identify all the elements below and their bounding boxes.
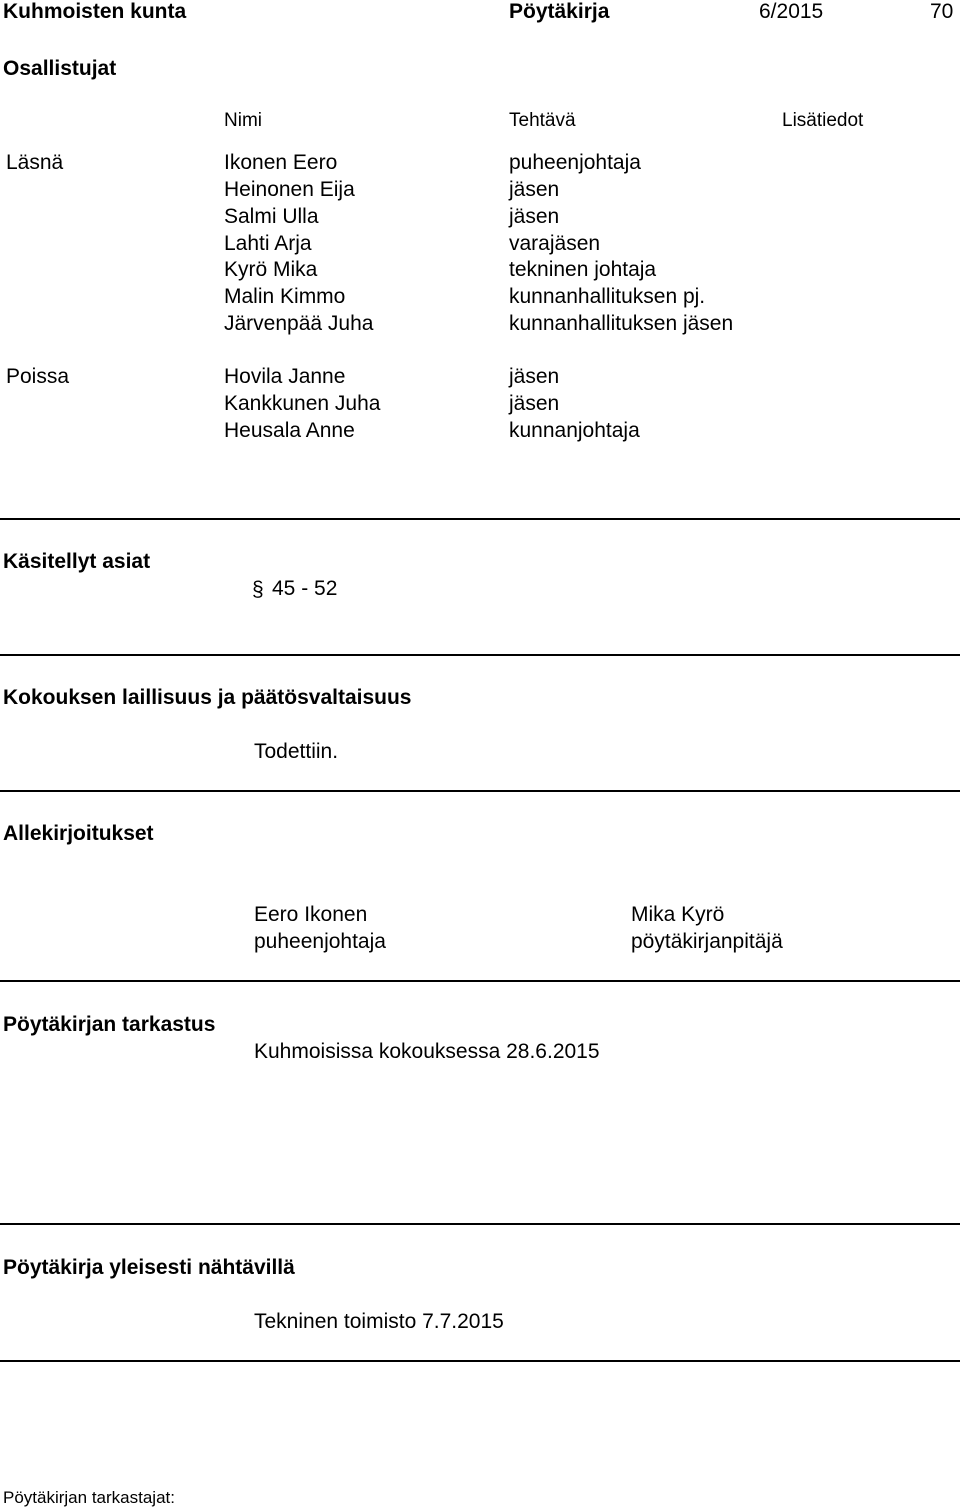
public-title: Pöytäkirja yleisesti nähtävillä	[3, 1256, 295, 1279]
participant-name: Lahti Arja	[224, 232, 312, 255]
document-number: 6/2015	[759, 0, 824, 23]
participant-name: Salmi Ulla	[224, 205, 319, 228]
municipality-name: Kuhmoisten kunta	[3, 0, 187, 23]
participant-role: puheenjohtaja	[509, 151, 641, 174]
participant-name: Järvenpää Juha	[224, 312, 374, 335]
inspectors-label: Pöytäkirjan tarkastajat:	[3, 1488, 175, 1507]
participant-name: Kankkunen Juha	[224, 392, 381, 415]
legality-title: Kokouksen laillisuus ja päätösvaltaisuus	[3, 686, 412, 709]
participants-title: Osallistujat	[3, 57, 117, 80]
participant-role: jäsen	[509, 205, 560, 228]
participant-name: Hovila Janne	[224, 365, 346, 388]
matters-range: 45 - 52	[272, 577, 338, 600]
present-label: Läsnä	[6, 151, 64, 174]
review-text: Kuhmoisissa kokouksessa 28.6.2015	[254, 1040, 600, 1063]
signature-right-role: pöytäkirjanpitäjä	[631, 930, 783, 953]
review-title: Pöytäkirjan tarkastus	[3, 1013, 216, 1036]
participant-name: Heinonen Eija	[224, 178, 355, 201]
participant-name: Kyrö Mika	[224, 258, 318, 281]
signature-right-name: Mika Kyrö	[631, 903, 725, 926]
signatures-title: Allekirjoitukset	[3, 822, 154, 845]
signature-left-role: puheenjohtaja	[254, 930, 386, 953]
document-type: Pöytäkirja	[509, 0, 610, 23]
public-text: Tekninen toimisto 7.7.2015	[254, 1310, 504, 1333]
section-divider	[0, 790, 960, 792]
participant-role: kunnanjohtaja	[509, 419, 640, 442]
page-number: 70	[930, 0, 954, 23]
signature-left-name: Eero Ikonen	[254, 903, 368, 926]
matters-title: Käsitellyt asiat	[3, 550, 151, 573]
column-name-header: Nimi	[224, 110, 262, 131]
participant-role: jäsen	[509, 365, 560, 388]
participant-role: jäsen	[509, 178, 560, 201]
participant-role: kunnanhallituksen jäsen	[509, 312, 734, 335]
column-role-header: Tehtävä	[509, 110, 576, 131]
section-divider	[0, 1360, 960, 1362]
column-info-header: Lisätiedot	[782, 110, 864, 131]
participant-role: jäsen	[509, 392, 560, 415]
participant-name: Heusala Anne	[224, 419, 355, 442]
participant-role: tekninen johtaja	[509, 258, 657, 281]
section-divider	[0, 654, 960, 656]
legality-text: Todettiin.	[254, 740, 339, 763]
absent-label: Poissa	[6, 365, 70, 388]
section-divider	[0, 980, 960, 982]
section-sign: §	[252, 578, 264, 601]
participant-role: kunnanhallituksen pj.	[509, 285, 706, 308]
section-divider	[0, 1223, 960, 1225]
participant-role: varajäsen	[509, 232, 601, 255]
participant-name: Malin Kimmo	[224, 285, 346, 308]
section-divider	[0, 518, 960, 520]
participant-name: Ikonen Eero	[224, 151, 338, 174]
